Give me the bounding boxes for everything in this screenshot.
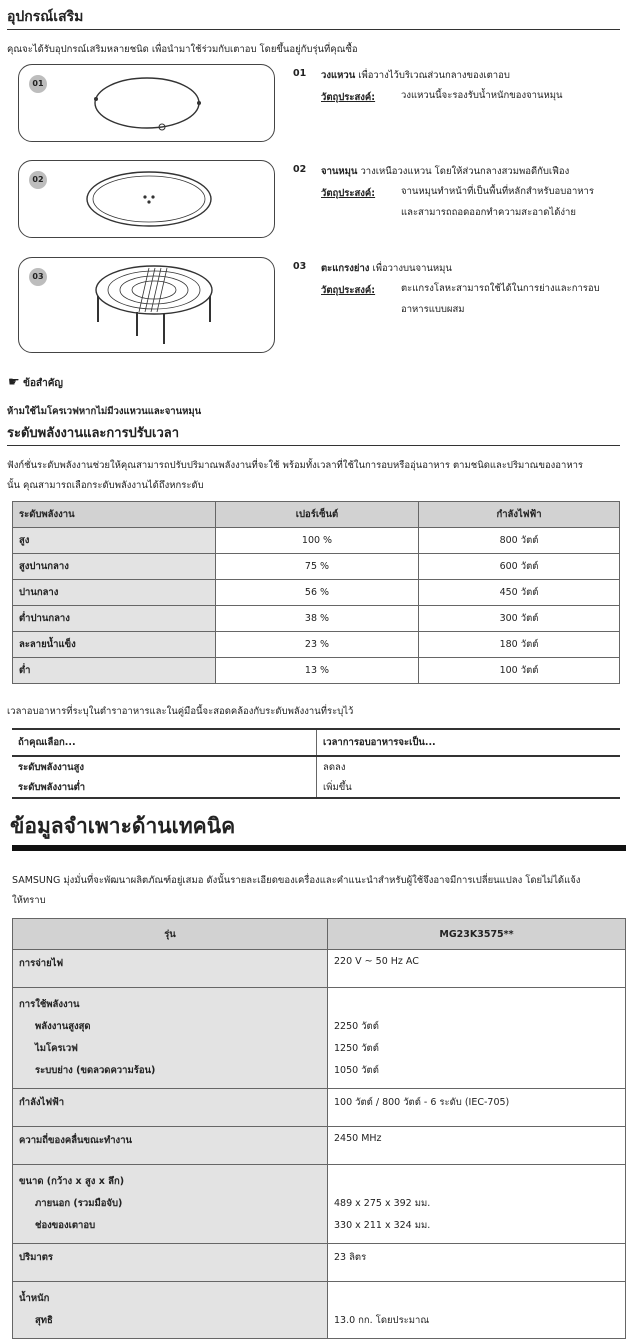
column-header: รุ่น xyxy=(13,919,328,950)
table-cell: สูงปานกลาง xyxy=(13,554,216,580)
table-row xyxy=(13,528,620,554)
table-cell: ต่ำ xyxy=(13,658,216,684)
table-header-row xyxy=(12,729,620,756)
item-number: 03 xyxy=(293,261,307,272)
time-note: เวลาอบอาหารที่ระบุในตำราอาหารและในคู่มือนี้จะสอดคล้องกับระดับพลังงานที่ระบุไว้ xyxy=(7,706,354,717)
row-value: 13.0 กก. โดยประมาณ xyxy=(334,1315,430,1326)
purpose-line: ตะแกรงโลหะสามารถใช้ได้ในการย่างและการอบ xyxy=(401,283,600,294)
table-cell: 56 % xyxy=(216,580,419,606)
table-cell: การจ่ายไฟ xyxy=(13,950,328,988)
row-value: 489 x 275 x 392 มม. xyxy=(334,1198,431,1209)
table-cell: 100 วัตต์ xyxy=(419,658,620,684)
table-cell xyxy=(13,1282,328,1339)
table-cell: 180 วัตต์ xyxy=(419,632,620,658)
purpose-label: วัตถุประสงค์: xyxy=(321,188,376,199)
row-label: ภายนอก (รวมมือจับ) xyxy=(35,1198,123,1209)
row-label: การใช้พลังงาน xyxy=(19,999,80,1010)
accessories-title: อุปกรณ์เสริม xyxy=(7,9,84,25)
divider xyxy=(7,29,620,30)
table-cell: 600 วัตต์ xyxy=(419,554,620,580)
thick-divider xyxy=(12,845,626,851)
row-label: น้ำหนัก xyxy=(19,1293,50,1304)
column-header: ถ้าคุณเลือก... xyxy=(12,729,317,756)
table-cell: ลดลง xyxy=(317,756,621,777)
table-header-row xyxy=(13,502,620,528)
table-row xyxy=(13,988,626,1089)
purpose-line: และสามารถถอดออกทำความสะอาดได้ง่าย xyxy=(401,207,576,218)
table-cell: กำลังไฟฟ้า xyxy=(13,1089,328,1127)
item-desc: เพื่อวางไว้บริเวณส่วนกลางของเตาอบ xyxy=(358,70,510,81)
item-badge: 01 xyxy=(29,75,47,93)
row-label: ขนาด (กว้าง x สูง x ลึก) xyxy=(19,1176,125,1187)
column-header: ระดับพลังงาน xyxy=(13,502,216,528)
grill-rack-illustration xyxy=(19,258,274,352)
table-cell: 13 % xyxy=(216,658,419,684)
table-cell: 220 V ~ 50 Hz AC xyxy=(328,950,626,988)
table-cell: 2450 MHz xyxy=(328,1127,626,1165)
power-intro-line2: นั้น คุณสามารถเลือกระดับพลังงานได้ถึงหกระดับ xyxy=(7,480,204,491)
table-cell: ต่ำปานกลาง xyxy=(13,606,216,632)
row-value: 2250 วัตต์ xyxy=(334,1021,379,1032)
model-value: MG23K3575** xyxy=(328,919,626,950)
column-header: กำลังไฟฟ้า xyxy=(419,502,620,528)
table-row xyxy=(12,756,620,777)
item-desc: วางเหนือวงแหวน โดยให้ส่วนกลางสวมพอดีกับเฟือง xyxy=(360,166,570,177)
note-text: ห้ามใช้ไมโครเวฟหากไม่มีวงแหวนและจานหมุน xyxy=(7,406,202,417)
divider xyxy=(7,445,620,446)
table-row xyxy=(13,580,620,606)
item-name: วงแหวน xyxy=(321,70,356,81)
table-row xyxy=(13,1282,626,1339)
grill-rack-image-box xyxy=(18,257,275,353)
purpose-label: วัตถุประสงค์: xyxy=(321,92,376,103)
table-cell: 23 % xyxy=(216,632,419,658)
table-row xyxy=(13,632,620,658)
table-cell xyxy=(13,1165,328,1244)
table-cell: ละลายน้ำแข็ง xyxy=(13,632,216,658)
spec-intro-line1: SAMSUNG มุ่งมั่นที่จะพัฒนาผลิตภัณฑ์อยู่เสมอ ดังนั้นรายละเอียดของเครื่องและคำแนะนำสำหรับผู้ใช้จึงอาจมีการเปลี่ยนแปลง โดยไม่ได้แจ้ง xyxy=(12,875,581,886)
table-row xyxy=(13,1244,626,1282)
purpose-line: อาหารแบบผสม xyxy=(401,304,465,315)
item-name: จานหมุน xyxy=(321,166,358,177)
table-cell: 100 วัตต์ / 800 วัตต์ - 6 ระดับ (IEC-705) xyxy=(328,1089,626,1127)
item-desc: เพื่อวางบนจานหมุน xyxy=(372,263,452,274)
row-label: สุทธิ xyxy=(35,1315,53,1326)
row-label: พลังงานสูงสุด xyxy=(35,1021,91,1032)
column-header: เปอร์เซ็นต์ xyxy=(216,502,419,528)
table-cell: 450 วัตต์ xyxy=(419,580,620,606)
table-row xyxy=(13,950,626,988)
column-header: เวลาการอบอาหารจะเป็น... xyxy=(317,729,621,756)
note-title: ข้อสำคัญ xyxy=(23,378,63,389)
roller-ring-illustration xyxy=(19,65,274,141)
purpose-line: จานหมุนทำหน้าที่เป็นพื้นที่หลักสำหรับอบอาหาร xyxy=(401,186,594,197)
table-cell: 23 ลิตร xyxy=(328,1244,626,1282)
table-row xyxy=(13,606,620,632)
table-cell: 38 % xyxy=(216,606,419,632)
row-value: 330 x 211 x 324 มม. xyxy=(334,1220,431,1231)
table-row xyxy=(12,777,620,798)
turntable-image-box xyxy=(18,160,275,238)
purpose-line: วงแหวนนี้จะรองรับน้ำหนักของจานหมุน xyxy=(401,90,563,101)
item-number: 02 xyxy=(293,164,307,175)
table-row xyxy=(13,554,620,580)
table-cell: 75 % xyxy=(216,554,419,580)
item-badge: 02 xyxy=(29,171,47,189)
table-cell: ระดับพลังงานสูง xyxy=(18,761,85,773)
spec-table xyxy=(12,918,626,1339)
cooking-time-table xyxy=(12,728,620,799)
table-cell: ระดับพลังงานต่ำ xyxy=(12,777,317,798)
table-cell: 100 % xyxy=(216,528,419,554)
pointing-hand-icon: ☛ xyxy=(8,375,20,390)
table-cell xyxy=(328,988,626,1089)
table-cell xyxy=(328,1282,626,1339)
table-cell: ปานกลาง xyxy=(13,580,216,606)
power-level-table xyxy=(12,501,620,684)
ring-image-box xyxy=(18,64,275,142)
item-number: 01 xyxy=(293,68,307,79)
row-label: ระบบย่าง (ขดลวดความร้อน) xyxy=(35,1065,156,1076)
table-cell xyxy=(13,988,328,1089)
spec-intro-line2: ให้ทราบ xyxy=(12,895,46,906)
important-note-heading xyxy=(8,375,63,391)
table-cell xyxy=(328,1165,626,1244)
accessories-intro: คุณจะได้รับอุปกรณ์เสริมหลายชนิด เพื่อนำมาใช้ร่วมกับเตาอบ โดยขึ้นอยู่กับรุ่นที่คุณซื้อ xyxy=(7,44,358,55)
turntable-illustration xyxy=(19,161,274,237)
row-label: ไมโครเวฟ xyxy=(35,1043,78,1054)
purpose-label: วัตถุประสงค์: xyxy=(321,285,376,296)
table-cell: เพิ่มขึ้น xyxy=(317,777,621,798)
power-intro-line1: ฟังก์ชั่นระดับพลังงานช่วยให้คุณสามารถปรับปริมาณพลังงานที่จะใช้ พร้อมทั้งเวลาที่ใช้ในการอบหรืออุ่นอาหาร ตามชนิดและปริมาณของอาหาร xyxy=(7,460,584,471)
purpose-text xyxy=(401,181,616,223)
table-row xyxy=(13,658,620,684)
table-row xyxy=(13,1165,626,1244)
item-name: ตะแกรงย่าง xyxy=(321,263,370,274)
spec-title: ข้อมูลจำเพาะด้านเทคนิค xyxy=(10,814,236,838)
table-header-row xyxy=(13,919,626,950)
table-cell: 300 วัตต์ xyxy=(419,606,620,632)
purpose-text xyxy=(401,278,616,320)
purpose-text xyxy=(401,85,616,106)
table-cell: ความถี่ของคลื่นขณะทำงาน xyxy=(13,1127,328,1165)
table-cell: ปริมาตร xyxy=(13,1244,328,1282)
row-value: 1050 วัตต์ xyxy=(334,1065,379,1076)
table-row xyxy=(13,1089,626,1127)
item-badge: 03 xyxy=(29,268,47,286)
row-value: 1250 วัตต์ xyxy=(334,1043,379,1054)
table-cell: สูง xyxy=(13,528,216,554)
power-title: ระดับพลังงานและการปรับเวลา xyxy=(7,426,180,441)
table-cell: 800 วัตต์ xyxy=(419,528,620,554)
table-row xyxy=(13,1127,626,1165)
row-label: ช่องของเตาอบ xyxy=(35,1220,96,1231)
